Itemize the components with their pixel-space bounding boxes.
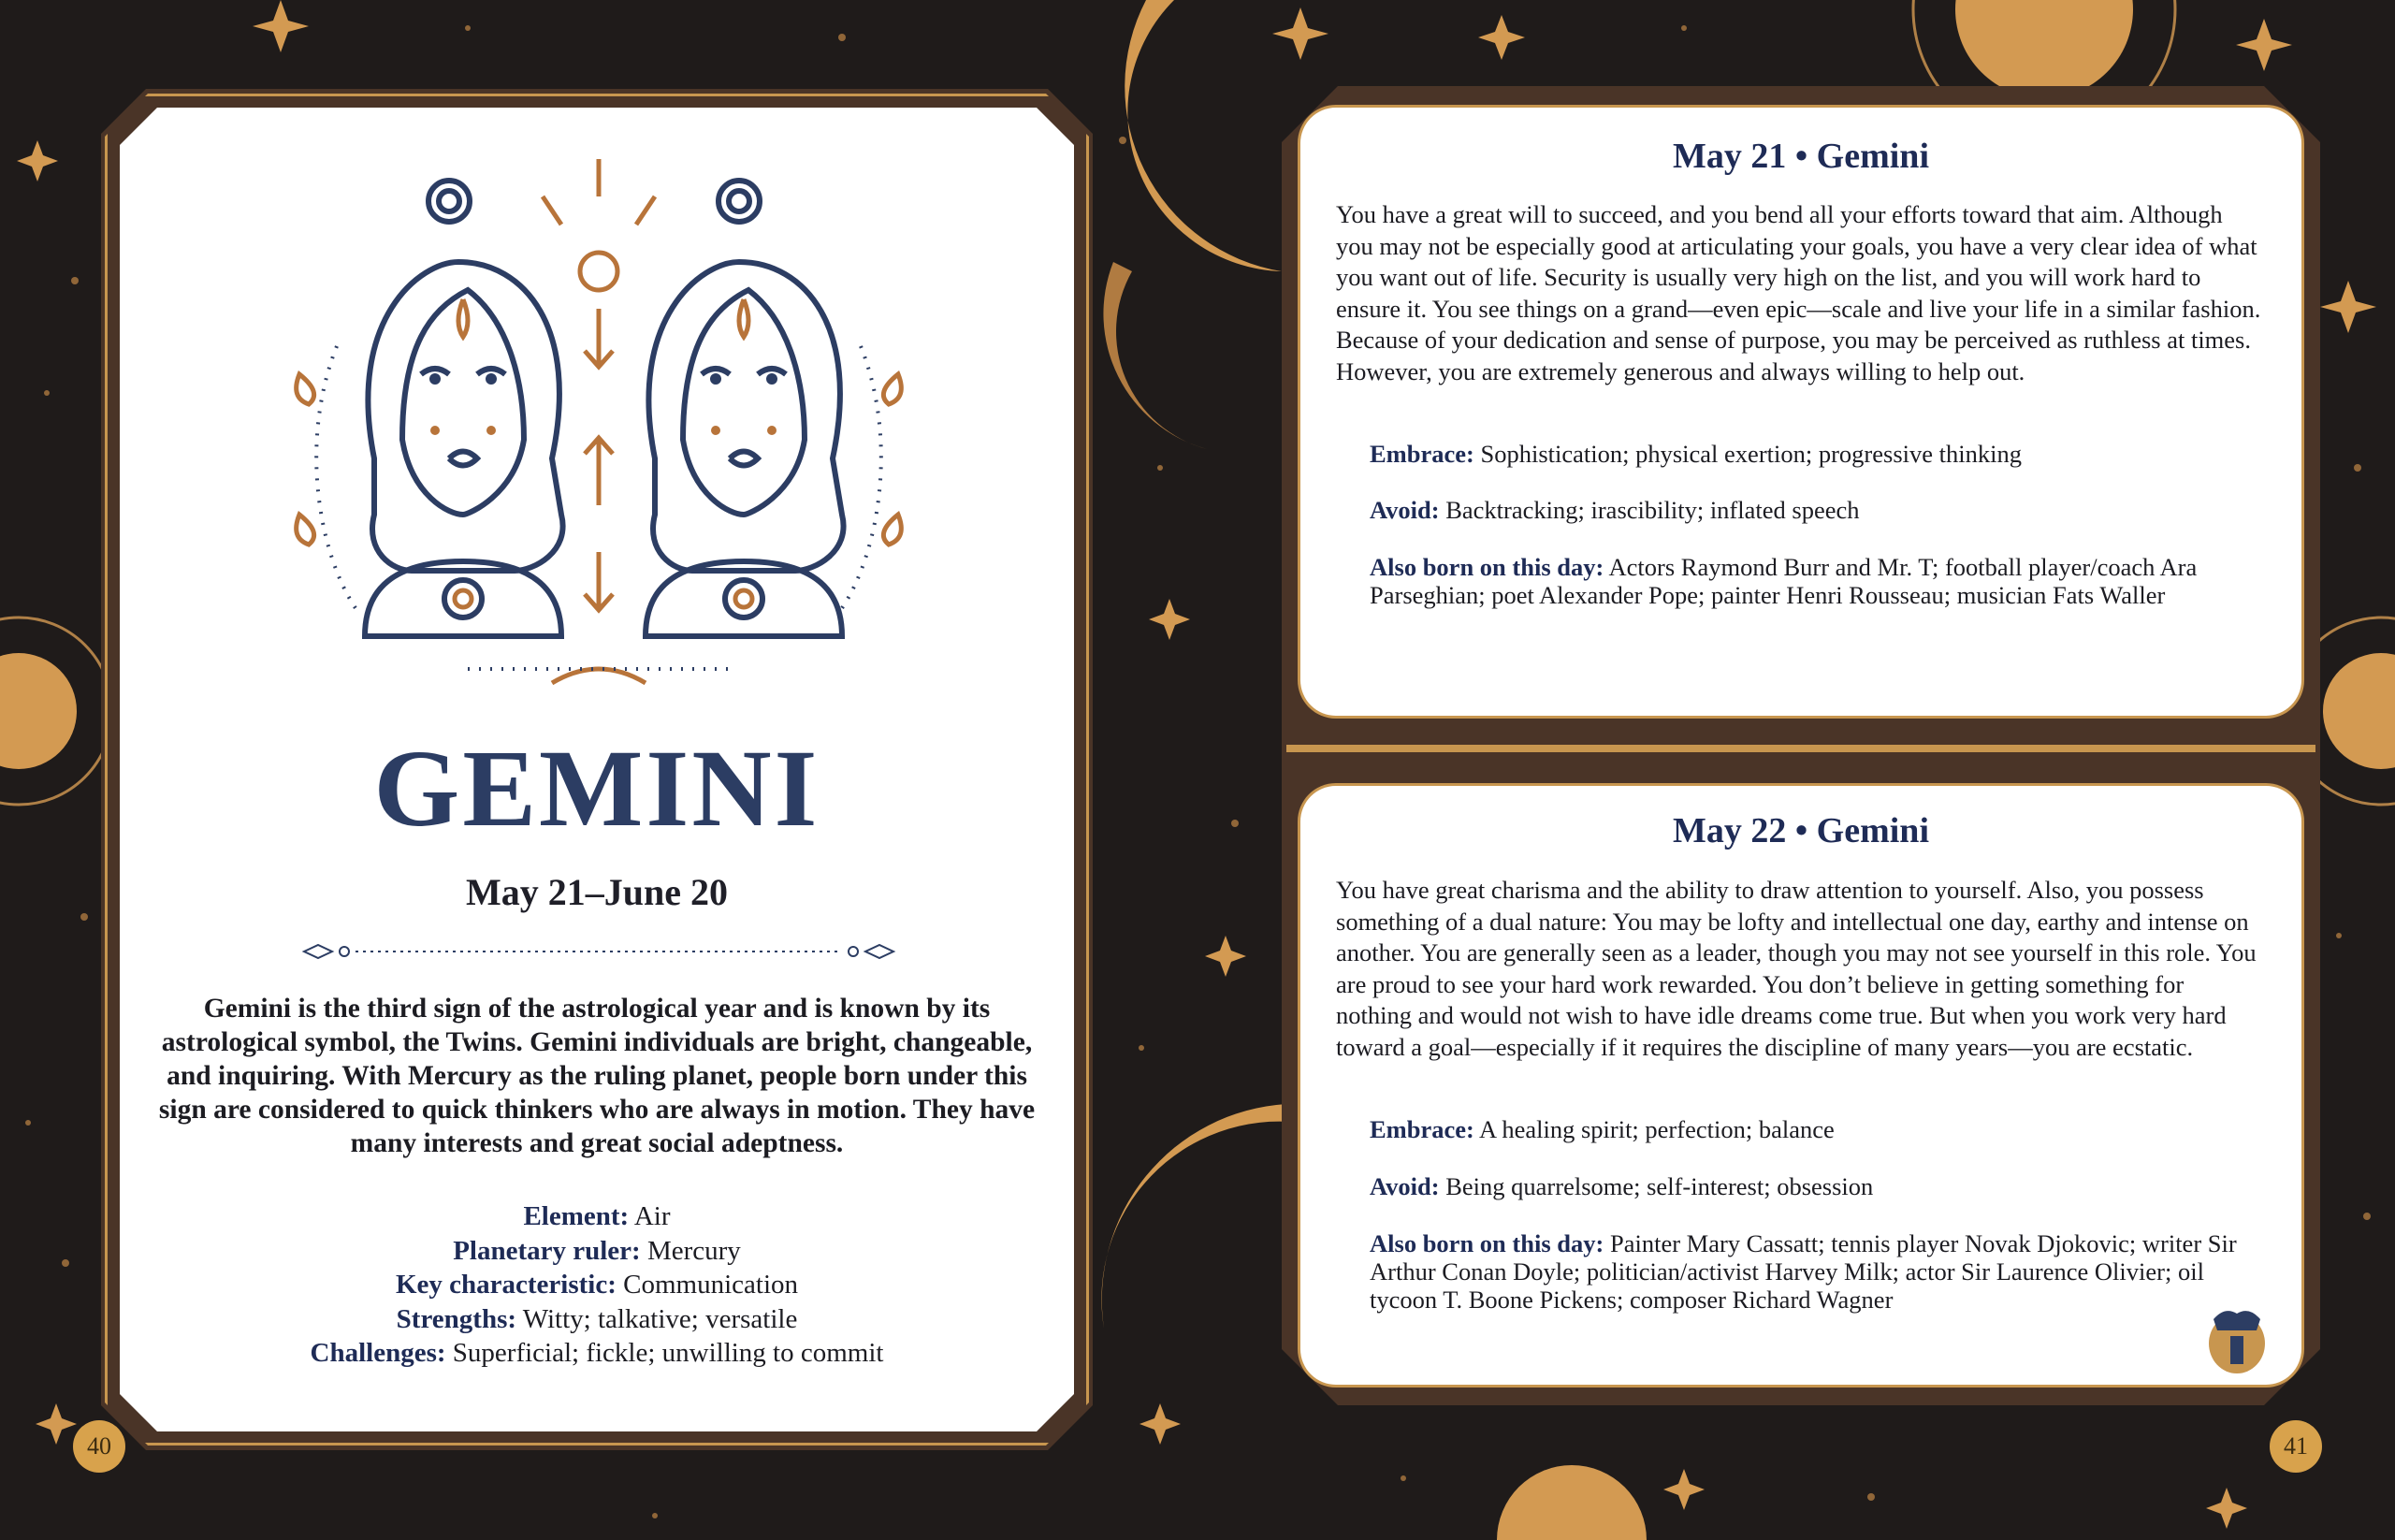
- entry-title: May 22 • Gemini: [1673, 811, 1929, 850]
- star-icon: [1272, 7, 1328, 60]
- crescent-moon-icon: [1125, 0, 1282, 271]
- fact-value: Mercury: [646, 1235, 741, 1266]
- entry-also-born: [1370, 553, 2240, 609]
- fact-strengths: [157, 1302, 1037, 1337]
- sign-facts: [157, 1199, 1037, 1371]
- also-born-label: Also born on this day:: [1370, 1229, 1604, 1257]
- entry-embrace: [1370, 440, 2240, 468]
- page-number-right: 41: [2270, 1420, 2322, 1473]
- crescent-moon-icon: [1103, 262, 1207, 449]
- page-number-left: 40: [73, 1420, 125, 1473]
- star-icon: [1663, 1469, 1705, 1510]
- fact-key-characteristic: [157, 1268, 1037, 1302]
- fact-element: [157, 1199, 1037, 1234]
- fact-value: Superficial; fickle; unwilling to commit: [452, 1338, 884, 1368]
- sun-top-icon: [1955, 0, 2133, 98]
- fact-label: Strengths:: [396, 1303, 517, 1334]
- fact-challenges: [157, 1336, 1037, 1371]
- star-icon: [17, 140, 58, 182]
- fact-label: Element:: [523, 1201, 630, 1231]
- star-icon: [2236, 19, 2292, 71]
- twins-figure-icon: [2206, 1299, 2268, 1373]
- sign-title: GEMINI: [373, 727, 820, 850]
- date-range: May 21–June 20: [466, 871, 728, 913]
- star-icon: [2206, 1488, 2247, 1529]
- entry-text: You have great charisma and the ability to draw attention to yourself. Also, you possess something of a dual nature: You may be lofty and intellectual one day, earthy and intense on another. You are generally seen as a leader, though you may not see yourself in this role. You are proud to see your hard work rewarded. You don’t believe in getting something for nothing and would not wish to have idle dreams come true. But when you work very hard toward a goal—especially if it requires the discipline of many years—you are ecstatic.: [1336, 876, 2257, 1061]
- embrace-label: Embrace:: [1370, 1115, 1474, 1143]
- entry-avoid: [1370, 1172, 2240, 1200]
- gemini-twins-icon: [281, 159, 917, 739]
- entry-avoid: [1370, 496, 2240, 524]
- avoid-label: Avoid:: [1370, 1172, 1440, 1200]
- fact-planetary-ruler: [157, 1234, 1037, 1269]
- also-born-value: Painter Mary Cassatt; tennis player Novak Djokovic; writer Sir Arthur Conan Doyle; politician/activist Harvey Milk; actor Sir Laurence Olivier; oil tycoon T. Boone Pickens; composer Richard Wagner: [1370, 1229, 2237, 1314]
- avoid-value: Backtracking; irascibility; inflated speech: [1445, 496, 1860, 524]
- fact-label: Planetary ruler:: [453, 1235, 641, 1266]
- entry-card-may-21: [1300, 108, 2301, 716]
- star-icon: [36, 1403, 77, 1445]
- sun-left-icon: [0, 653, 77, 769]
- embrace-value: Sophistication; physical exertion; progressive thinking: [1480, 440, 2022, 468]
- entry-also-born: [1370, 1229, 2240, 1314]
- fact-value: Air: [633, 1201, 671, 1231]
- fact-value: Witty; talkative; versatile: [522, 1303, 798, 1334]
- entry-embrace: [1370, 1115, 2240, 1143]
- divider-ornament-icon: [299, 937, 898, 966]
- star-icon: [1139, 1403, 1181, 1445]
- fact-label: Key characteristic:: [395, 1270, 617, 1300]
- crescent-moon-icon: [1101, 1104, 1300, 1329]
- avoid-value: Being quarrelsome; self-interest; obsession: [1445, 1172, 1874, 1200]
- star-icon: [2320, 281, 2376, 333]
- star-icon: [1149, 599, 1190, 640]
- star-icon: [1478, 15, 1525, 60]
- also-born-value: Actors Raymond Burr and Mr. T; football player/coach Ara Parseghian; poet Alexander Pope; painter Henri Rousseau; musician Fats Waller: [1370, 553, 2198, 609]
- entry-text: You have a great will to succeed, and you bend all your efforts toward that aim. Although you may not be especially good at articulating your goals, you have a very clear idea of what you want out of life. Security is usually very high on the list, and you will work hard to ensure it. You see things on a grand—even epic—scale and live your life in a similar fashion. Because of your dedication and sense of purpose, you may be perceived as ruthless at times. However, you are extremely generous and always willing to help out.: [1336, 200, 2261, 385]
- star-icon: [1205, 936, 1246, 977]
- fact-label: Challenges:: [310, 1338, 446, 1368]
- fact-value: Communication: [623, 1270, 799, 1300]
- sun-right-icon: [2323, 653, 2395, 769]
- sun-bottom-icon: [1497, 1465, 1647, 1540]
- card-connector: [1286, 720, 2315, 777]
- entry-card-may-22: [1300, 786, 2301, 1385]
- star-icon: [253, 0, 309, 52]
- embrace-value: A healing spirit; perfection; balance: [1479, 1115, 1835, 1143]
- embrace-label: Embrace:: [1370, 440, 1474, 468]
- also-born-label: Also born on this day:: [1370, 553, 1604, 581]
- avoid-label: Avoid:: [1370, 496, 1440, 524]
- entry-title: May 21 • Gemini: [1673, 137, 1929, 176]
- sign-intro: Gemini is the third sign of the astrological year and is known by its astrological symbol, the Twins. Gemini individuals are bright, changeable, and inquiring. With Mercury as the ruling planet, people born under this sign are considered to quick thinkers who are always in motion. They have many interests and great social adeptness.: [158, 994, 1036, 1158]
